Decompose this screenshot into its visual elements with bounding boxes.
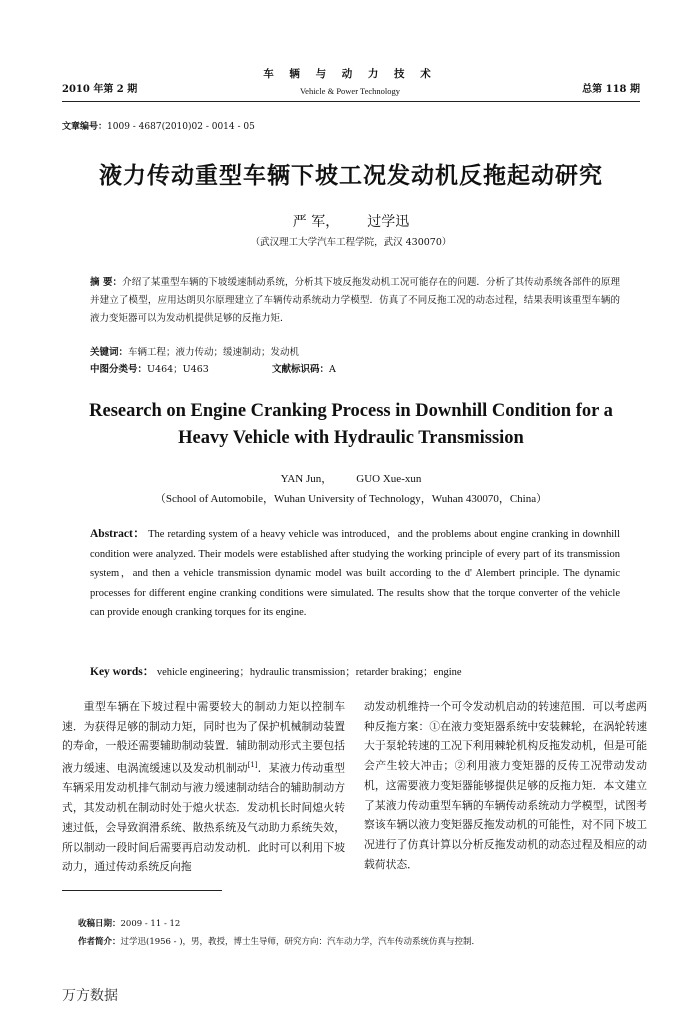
clc-value: U464；U463 <box>147 364 209 375</box>
document-code <box>272 361 336 378</box>
body-column-left <box>62 697 345 877</box>
footnote-author-bio <box>78 935 480 947</box>
abstract-en-text: The retarding system of a heavy vehicle was introduced，and the problems about engine cranking in downhill condition were analyzed. Their models were established after studying the working principle of every part of its transmission system，and then a vehicle transmission dynamic model was built according to the d' Alembert principle. The dynamic processes for different engine cranking conditions were simulated. The results show that the torque converter of the vehicle can provide enough cranking torques for its engine. <box>90 529 620 618</box>
article-number-label: 文章编号： <box>62 122 108 132</box>
total-issue-label: 总第 118 期 <box>582 84 640 95</box>
clc-label: 中图分类号： <box>90 364 148 375</box>
abstract-english <box>90 525 620 623</box>
author-2-en: GUO Xue-xun <box>356 473 422 485</box>
footnote-divider <box>62 890 222 891</box>
authors-chinese <box>62 211 640 231</box>
doc-code-value: A <box>329 364 336 375</box>
bio-label: 作者简介： <box>78 937 121 947</box>
authors-english <box>62 470 640 486</box>
keywords-en-label: Key words： <box>90 666 155 678</box>
author-1-en: YAN Jun， <box>280 473 333 485</box>
article-number <box>62 119 255 132</box>
body-left-text-1: 重型车辆在下坡过程中需要较大的制动力矩以控制车速．为获得足够的制动力矩，同时也为了保护机械制动装置的寿命，一般还需要辅助制动装置．辅助制动形式主要包括液力缓速、电涡流缓速以及发动机制动 <box>62 700 345 775</box>
title-chinese: 液力传动重型车辆下坡工况发动机反拖起动研究 <box>99 163 603 189</box>
classification-row <box>90 361 620 378</box>
keywords-chinese <box>90 344 620 361</box>
body-column-right: 动发动机维持一个可令发动机启动的转速范围．可以考虑两种反拖方案：①在液力变矩器系统中安装棘轮，在涡轮转速大于泵轮转速的工况下利用棘轮机构反拖发动机，但是可能会产生较大冲击；②利用液力变矩器的反传工况带动发动机，这需要液力变矩器能够提供足够的反拖力矩．本文建立了某液力传动重型车辆的车辆传动系统动力学模型，试图考察该车辆以液力变矩器反拖发动机的可能性，对不同下坡工况进行了仿真计算以分析反拖发动机的动态过程及相应的动载荷状态． <box>364 700 647 871</box>
keywords-english <box>90 663 620 679</box>
watermark: 万方数据 <box>62 988 118 1004</box>
abstract-cn-label: 摘 要： <box>90 277 123 288</box>
journal-title <box>250 66 450 96</box>
footnote-received <box>78 917 180 929</box>
journal-title-cn: 车 辆 与 动 力 技 术 <box>263 68 437 80</box>
keywords-cn-label: 关键词： <box>90 347 129 358</box>
received-label: 收稿日期： <box>78 919 121 929</box>
body-left-text-2: ．某液力传动重型车辆采用发动机排气制动与液力缓速制动结合的辅助制动方式，其发动机在制动时处于熄火状态．发动机长时间熄火转速过低，会导致润滑系统、散热系统及气动助力系统失效，所以制动一段时间后需要再启动发动机．此时可以利用下坡动力，通过传动系统反向拖 <box>62 761 346 874</box>
affiliation-chinese: （武汉理工大学汽车工程学院，武汉 430070） <box>250 237 452 248</box>
doc-code-label: 文献标识码： <box>272 364 330 375</box>
citation-ref: [1] <box>247 761 258 770</box>
abstract-chinese <box>90 274 620 328</box>
affiliation-english: （School of Automobile，Wuhan University of Technology，Wuhan 430070，China） <box>154 493 548 505</box>
header-divider <box>62 101 640 102</box>
abstract-en-label: Abstract： <box>90 528 146 540</box>
author-2-cn: 过学迅 <box>367 214 410 230</box>
keywords-en-text: vehicle engineering；hydraulic transmission；retarder braking；engine <box>156 667 462 678</box>
bio-value: 过学迅(1956 - )，男，教授，博士生导师，研究方向：汽车动力学，汽车传动系统仿真与控制． <box>120 937 481 947</box>
issue-label: 2010 年第 2 期 <box>62 84 138 95</box>
author-1-cn: 严 军， <box>292 214 340 230</box>
journal-title-en: Vehicle & Power Technology <box>299 86 401 96</box>
abstract-cn-text: 介绍了某重型车辆的下坡缓速制动系统，分析其下坡反拖发动机工况可能存在的问题．分析了其传动系统各部件的原理并建立了模型，应用达朗贝尔原理建立了车辆传动系统动力学模型．仿真了不同反拖工况的动态过程，结果表明该重型车辆的液力变矩器可以为发动机提供足够的反拖力矩． <box>90 277 620 324</box>
keywords-cn-text: 车辆工程；液力传动；缓速制动；发动机 <box>128 347 300 358</box>
article-number-value: 1009 - 4687(2010)02 - 0014 - 05 <box>107 122 255 132</box>
received-value: 2009 - 11 - 12 <box>120 919 181 929</box>
title-english: Research on Engine Cranking Process in Downhill Condition for a Heavy Vehicle with Hydraulic Transmission <box>89 401 613 448</box>
